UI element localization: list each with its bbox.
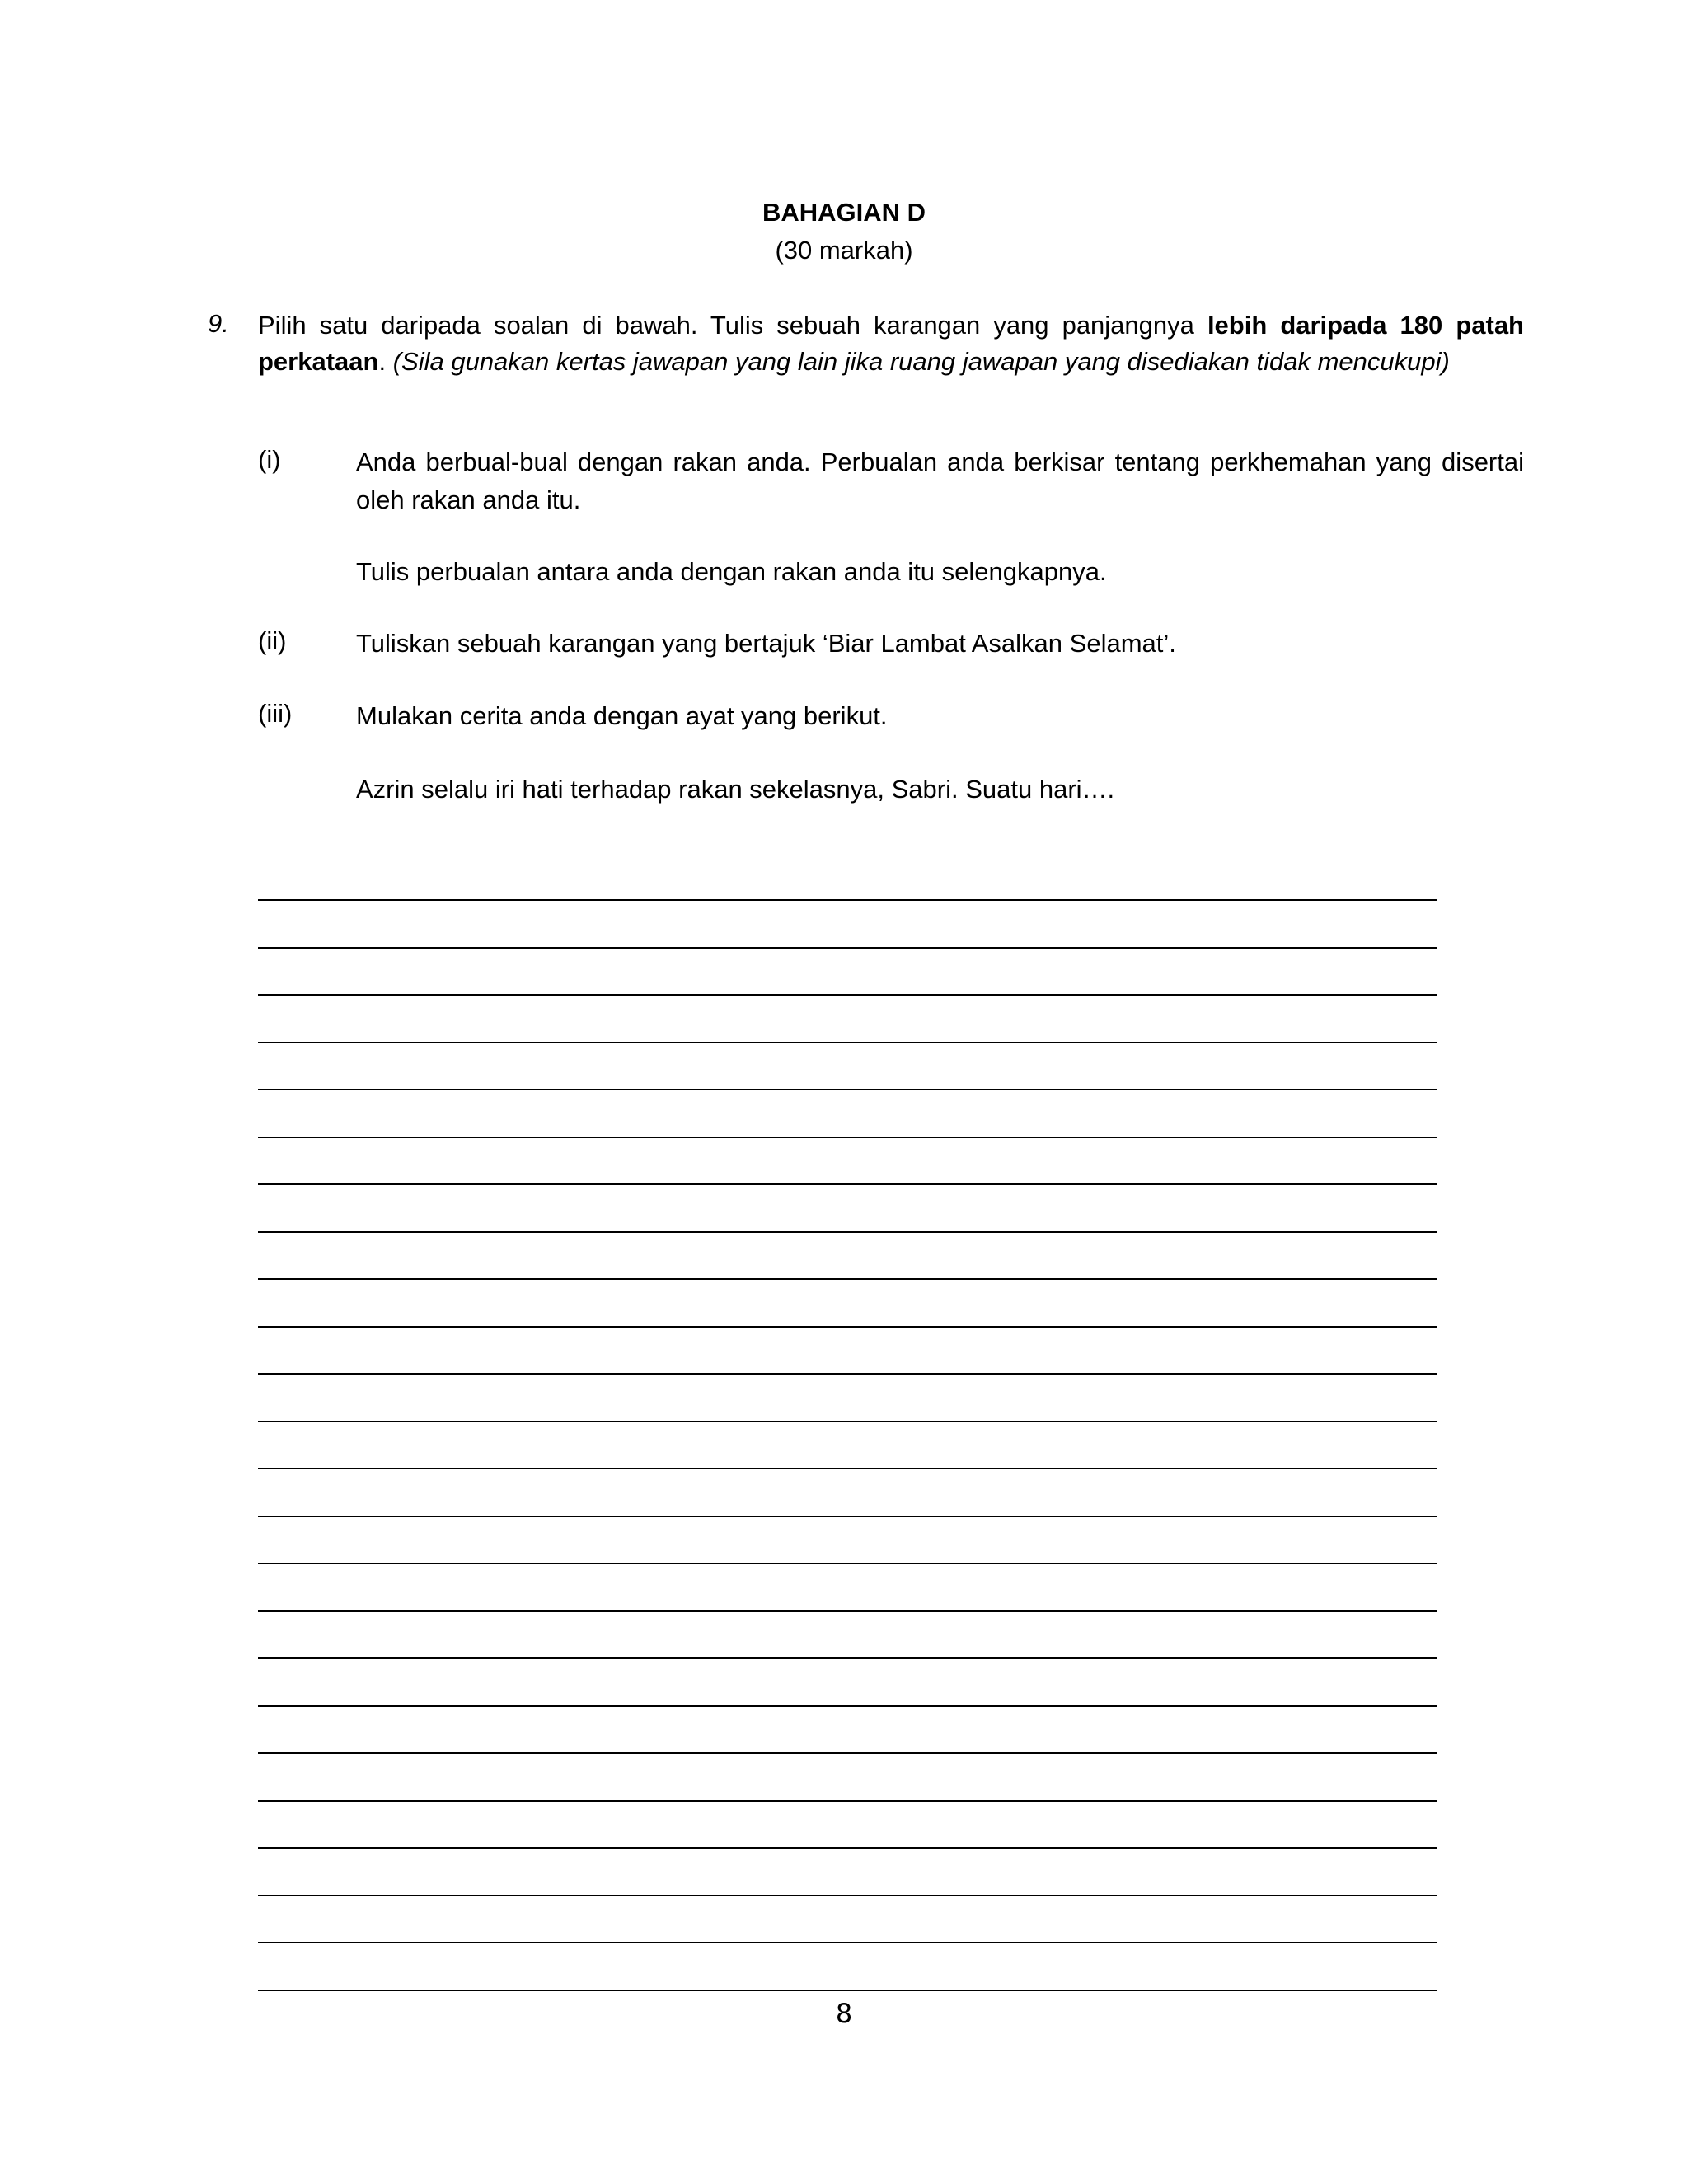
answer-line: [258, 1851, 1437, 1896]
section-title: BAHAGIAN D: [762, 198, 926, 227]
answer-line: [258, 1803, 1437, 1849]
option-text-ii: Tuliskan sebuah karangan yang bertajuk ‘Biar Lambat Asalkan Selamat’.: [356, 629, 1176, 658]
option-text-i: Anda berbual-bual dengan rakan anda. Perbualan anda berkisar tentang perkhemahan yang disertai oleh rakan anda itu.: [356, 448, 1524, 514]
option-label-ii: (ii): [258, 626, 287, 655]
answer-line: [258, 1614, 1437, 1659]
answer-line: [258, 1661, 1437, 1707]
answer-line: [258, 1188, 1437, 1233]
answer-lines: [258, 855, 1437, 1993]
answer-line: [258, 1708, 1437, 1754]
answer-line: [258, 903, 1437, 949]
page-number: 8: [835, 1998, 853, 2029]
question-instructions: [258, 307, 1524, 380]
question-number: 9.: [208, 309, 229, 338]
answer-line: [258, 1898, 1437, 1943]
option-subtext-iii: Azrin selalu iri hati terhadap rakan sekelasnya, Sabri. Suatu hari….: [356, 775, 1115, 804]
instruction-separator: .: [378, 347, 393, 376]
option-label-i: (i): [258, 445, 281, 474]
answer-line: [258, 1424, 1437, 1469]
answer-line: [258, 1093, 1437, 1138]
instruction-note: (Sila gunakan kertas jawapan yang lain jika ruang jawapan yang disediakan tidak mencukupi): [392, 347, 1450, 376]
answer-line: [258, 998, 1437, 1043]
answer-line: [258, 1282, 1437, 1328]
answer-line: [258, 1329, 1437, 1375]
option-label-iii: (iii): [258, 699, 293, 728]
answer-line: [258, 1472, 1437, 1517]
answer-line: [258, 950, 1437, 996]
option-subtext-i: Tulis perbualan antara anda dengan rakan anda itu selengkapnya.: [356, 557, 1107, 586]
section-marks: (30 markah): [775, 236, 913, 265]
answer-line: [258, 1567, 1437, 1612]
word-requirement: lebih daripada 180 patah perkataan: [258, 311, 1524, 376]
answer-line: [258, 855, 1437, 901]
answer-line: [258, 1140, 1437, 1185]
answer-line: [258, 1377, 1437, 1422]
answer-line: [258, 1946, 1437, 1991]
answer-line: [258, 1756, 1437, 1802]
answer-line: [258, 1235, 1437, 1280]
answer-line: [258, 1519, 1437, 1564]
option-text-iii: Mulakan cerita anda dengan ayat yang berikut.: [356, 701, 888, 730]
instruction-intro: Pilih satu daripada soalan di bawah. Tulis sebuah karangan yang panjangnya: [258, 311, 1207, 340]
answer-line: [258, 1045, 1437, 1090]
